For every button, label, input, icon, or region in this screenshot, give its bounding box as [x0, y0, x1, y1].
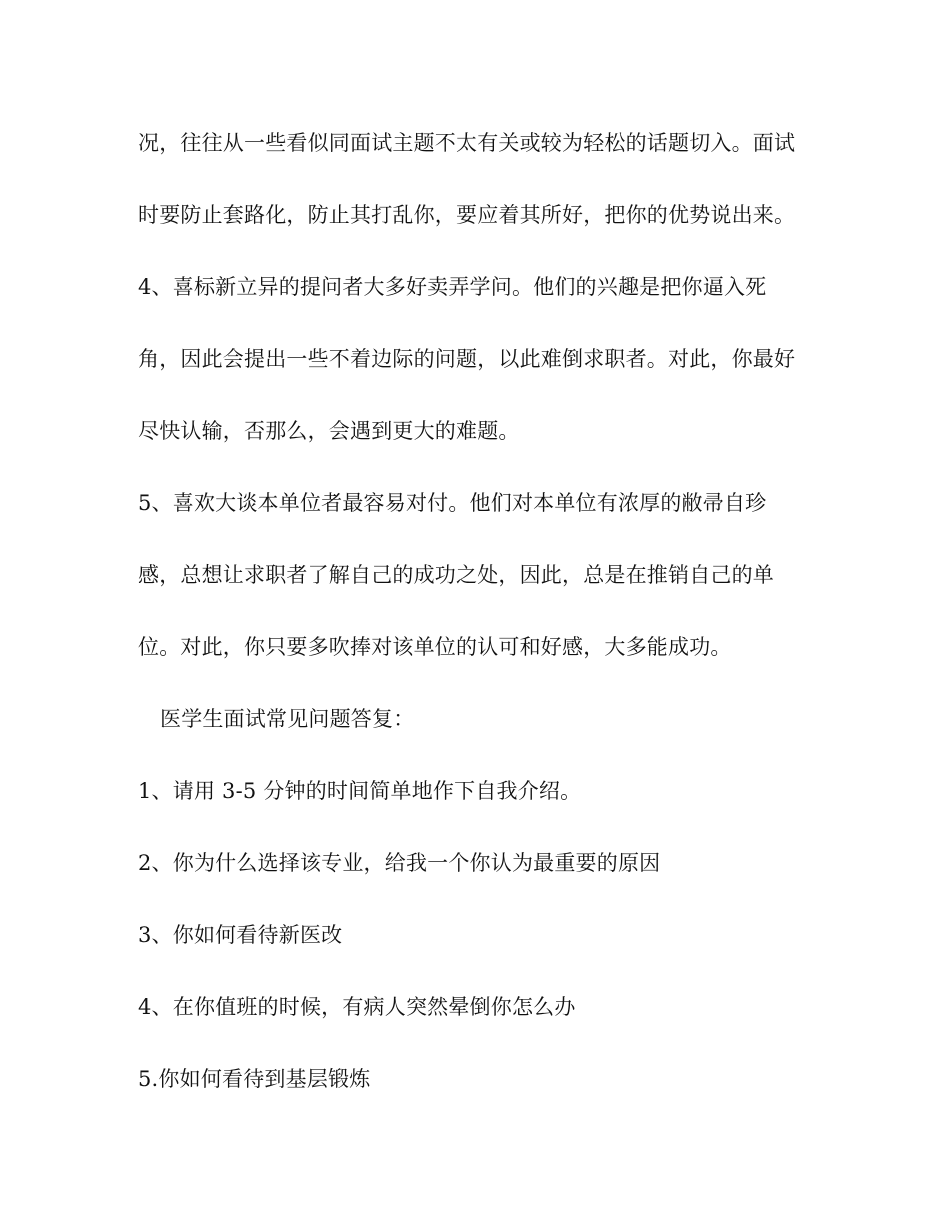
paragraph-line: 尽快认输，否那么，会遇到更大的难题。	[138, 419, 520, 443]
section-heading: 医学生面试常见问题答复：	[160, 707, 415, 731]
paragraph-line: 况，往往从一些看似同面试主题不太有关或较为轻松的话题切入。面试	[138, 131, 796, 155]
paragraph-line: 角，因此会提出一些不着边际的问题，以此难倒求职者。对此，你最好	[138, 347, 796, 371]
paragraph-line: 感，总想让求职者了解自己的成功之处，因此，总是在推销自己的单	[138, 563, 774, 587]
question-item: 2、你为什么选择该专业，给我一个你认为最重要的原因	[138, 851, 661, 875]
paragraph-line: 时要防止套路化，防止其打乱你，要应着其所好，把你的优势说出来。	[138, 203, 796, 227]
question-item: 4、在你值班的时候，有病人突然晕倒你怎么办	[138, 995, 576, 1019]
question-item: 3、你如何看待新医改	[138, 923, 343, 947]
list-item: 5、喜欢大谈本单位者最容易对付。他们对本单位有浓厚的敝帚自珍	[138, 491, 767, 515]
question-item: 1、请用 3-5 分钟的时间简单地作下自我介绍。	[138, 779, 582, 803]
paragraph-line: 位。对此，你只要多吹捧对该单位的认可和好感，大多能成功。	[138, 635, 732, 659]
question-item: 5.你如何看待到基层锻炼	[138, 1067, 371, 1091]
list-item: 4、喜标新立异的提问者大多好卖弄学问。他们的兴趣是把你逼入死	[138, 275, 767, 299]
